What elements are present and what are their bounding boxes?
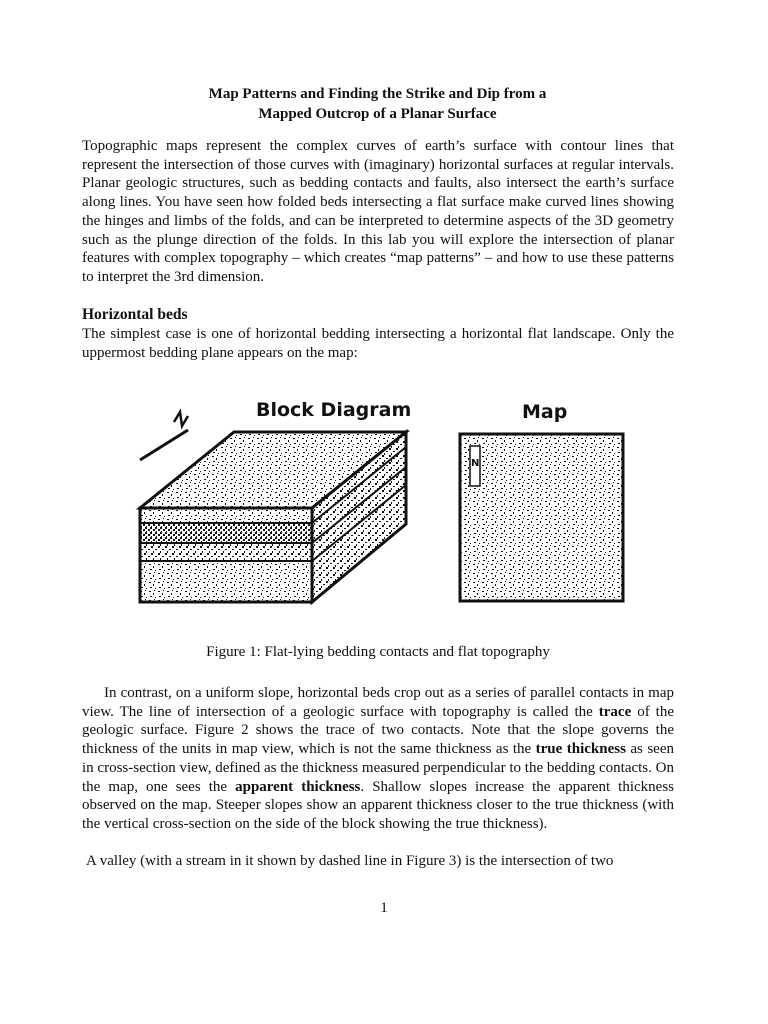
map-label: Map (522, 401, 568, 423)
title-line-1: Map Patterns and Finding the Strike and Dip from a (208, 86, 547, 102)
body-paragraph-2 (82, 684, 674, 834)
north-arrow-icon (140, 412, 188, 460)
para2-text-3: as seen in cross-section view, defined as the thickness measured perpendicular to the bedding contacts. On the map, one sees the (82, 741, 674, 795)
intro-paragraph: Topographic maps represent the complex curves of earth’s surface with contour lines that represent the intersection of those curves with (imaginary) horizontal surfaces at regular intervals. Planar geologic structures, such as bedding contacts and faults, also intersect the earth’s surface along lines. You have seen how folded beds intersecting a flat surface make curved lines showing the hinges and limbs of the folds, and can be interpreted to determine aspects of the 3D geometry such as the plunge direction of the folds. In this lab you will explore the intersection of planar features with complex topography – which creates “map patterns” – and how to use these patterns to interpret the 3rd dimension. (82, 138, 674, 285)
term-trace: trace (598, 703, 632, 720)
block-diagram-label: Block Diagram (256, 399, 412, 421)
page-title (80, 84, 675, 124)
section-heading: Horizontal beds (82, 306, 188, 323)
term-true-thickness: true thickness (535, 741, 626, 758)
para2-text-1: In contrast, on a uniform slope, horizontal beds crop out as a series of parallel contacts in map view. The line of intersection of a geologic surface with topography is called the (82, 685, 674, 720)
figure-caption: Figure 1: Flat-lying bedding contacts and flat topography (206, 644, 550, 660)
term-apparent-thickness: apparent thickness (235, 778, 361, 795)
section-paragraph: The simplest case is one of horizontal bedding intersecting a horizontal flat landscape. Only the uppermost bedding plane appears on the map: (82, 326, 674, 361)
map-panel (460, 434, 623, 601)
figure-1 (130, 392, 630, 612)
page-number: 1 (380, 900, 388, 916)
body-paragraph-3: A valley (with a stream in it shown by dashed line in Figure 3) is the intersection of two (86, 853, 614, 869)
para2-text-4: . Shallow slopes increase the apparent thickness observed on the map. Steeper slopes show an apparent thickness closer to the true thickness (with the vertical cross-section on the side of the block showing the true thickness). (82, 778, 675, 832)
title-line-2: Mapped Outcrop of a Planar Surface (258, 106, 497, 122)
map-north-label: N (471, 458, 480, 469)
para2-text-2: of the geologic surface. Figure 2 shows the trace of two contacts. Note that the slope governs the thickness of the units in map view, which is not the same thickness as the (82, 703, 674, 758)
block-diagram (140, 432, 406, 602)
